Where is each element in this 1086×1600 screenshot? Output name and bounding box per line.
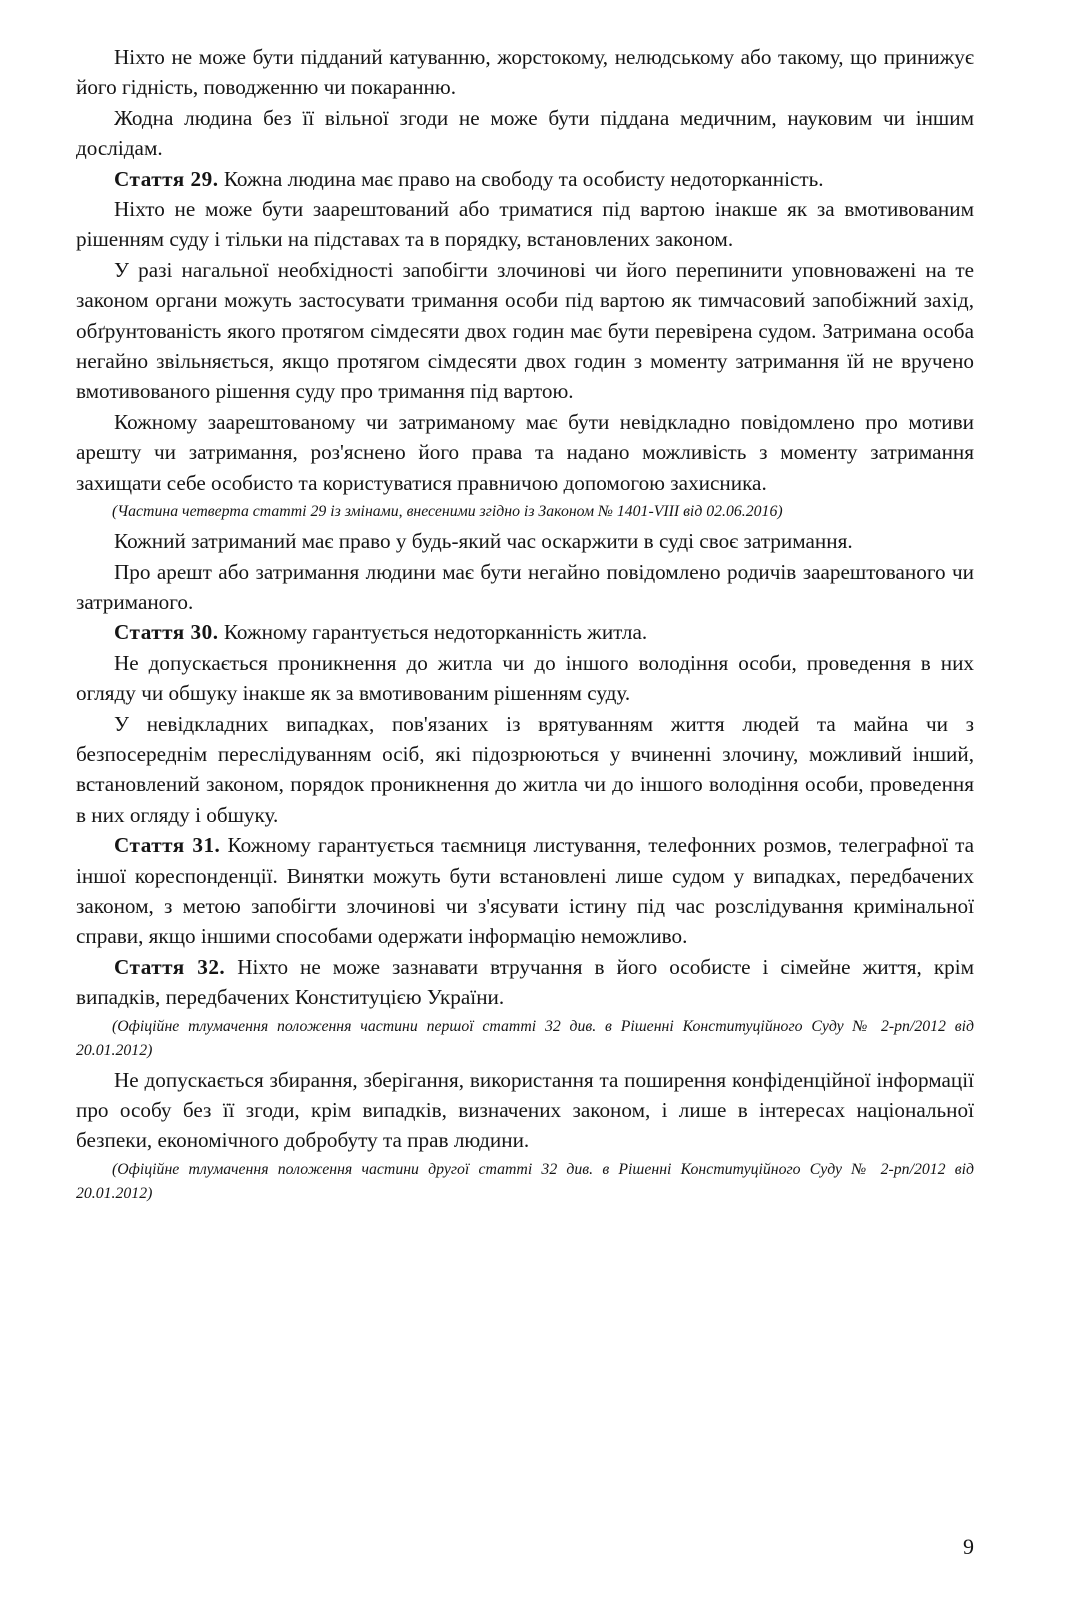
article-heading: Стаття 30. [114,620,219,645]
article-heading: Стаття 29. [114,166,219,191]
paragraph: Жодна людина без її вільної згоди не може бути піддана медичним, науковим чи іншим дослідам. [76,105,974,161]
paragraph: Ніхто не може бути заарештований або триматися під вартою інакше як за вмотивованим рішенням суду і тільки на підставах та в порядку, встановлених законом. [76,197,974,252]
paragraph: Не допускається проникнення до житла чи до іншого володіння особи, проведення в них огляду чи обшуку інакше як за вмотивованим рішенням суду. [76,650,974,706]
article-text: Кожна людина має право на свободу та особисту недоторканність. [223,166,824,191]
paragraph: Не допускається збирання, зберігання, використання та поширення конфіденційної інформації про особу без її згоди, крім випадків, визначених законом, і лише в інтересах національної безпеки, економічного добробуту та прав людини. [76,1067,974,1153]
paragraph: Ніхто не може бути підданий катуванню, жорстокому, нелюдському або такому, що принижує його гідність, поводженню чи покаранню. [76,45,974,100]
article-paragraph [76,830,974,952]
interpretation-note: (Офіційне тлумачення положення частини другої статті 32 див. в Рішенні Конституційного Суду № 2-рп/2012 від 20.01.2012) [76,1160,974,1202]
amendment-note: (Частина четверта статті 29 із змінами, внесеними згідно із Законом № 1401-VIII від 02.06.2016) [112,503,783,521]
article-paragraph [76,952,974,1013]
article-paragraph [76,617,974,647]
interpretation-note: (Офіційне тлумачення положення частини першої статті 32 див. в Рішенні Конституційного Суду № 2-рп/2012 від 20.01.2012) [76,1017,974,1059]
paragraph: У разі нагальної необхідності запобігти злочинові чи його перепинити уповноважені на те законом органи можуть застосувати тримання особи під вартою як тимчасовий запобіжний захід, обґрунтованість якого протягом сімдесяти двох годин має бути перевірена судом. Затримана особа негайно звільняється, якщо протягом сімдесяти двох годин з моменту затримання їй не вручено вмотивованого рішення суду про тримання під вартою. [76,257,974,404]
page-number: 9 [963,1534,974,1559]
article-text: Кожному гарантується таємниця листування, телефонних розмов, телеграфної та іншої кореспонденції. Винятки можуть бути встановлені лише судом у випадках, передбачених законом, з метою запобігти злочинові чи з'ясувати істину під час розслідування кримінальної справи, якщо іншими способами одержати інформацію неможливо. [76,833,975,949]
paragraph: Кожному заарештованому чи затриманому має бути невідкладно повідомлено про мотиви арешту чи затримання, роз'яснено його права та надано можливість з моменту затримання захищати себе особисто та користуватися правничою допомогою захисника. [76,409,974,495]
paragraph: Кожний затриманий має право у будь-який час оскаржити в суді своє затримання. [114,529,853,554]
article-text: Ніхто не може зазнавати втручання в його особисте і сімейне життя, крім випадків, передбачених Конституцією України. [76,954,975,1010]
paragraph: Про арешт або затримання людини має бути негайно повідомлено родичів заарештованого чи затриманого. [76,559,974,614]
article-heading: Стаття 32. [114,954,226,979]
article-heading: Стаття 31. [114,833,221,858]
paragraph: У невідкладних випадках, пов'язаних із врятуванням життя людей та майна чи з безпосереднім переслідуванням осіб, які підозрюються у вчиненні злочину, можливий інший, встановлений законом, порядок проникнення до житла чи до іншого володіння особи, проведення в них огляду і обшуку. [76,711,974,827]
article-paragraph [76,164,974,194]
article-text: Кожному гарантується недоторканність житла. [223,620,648,645]
